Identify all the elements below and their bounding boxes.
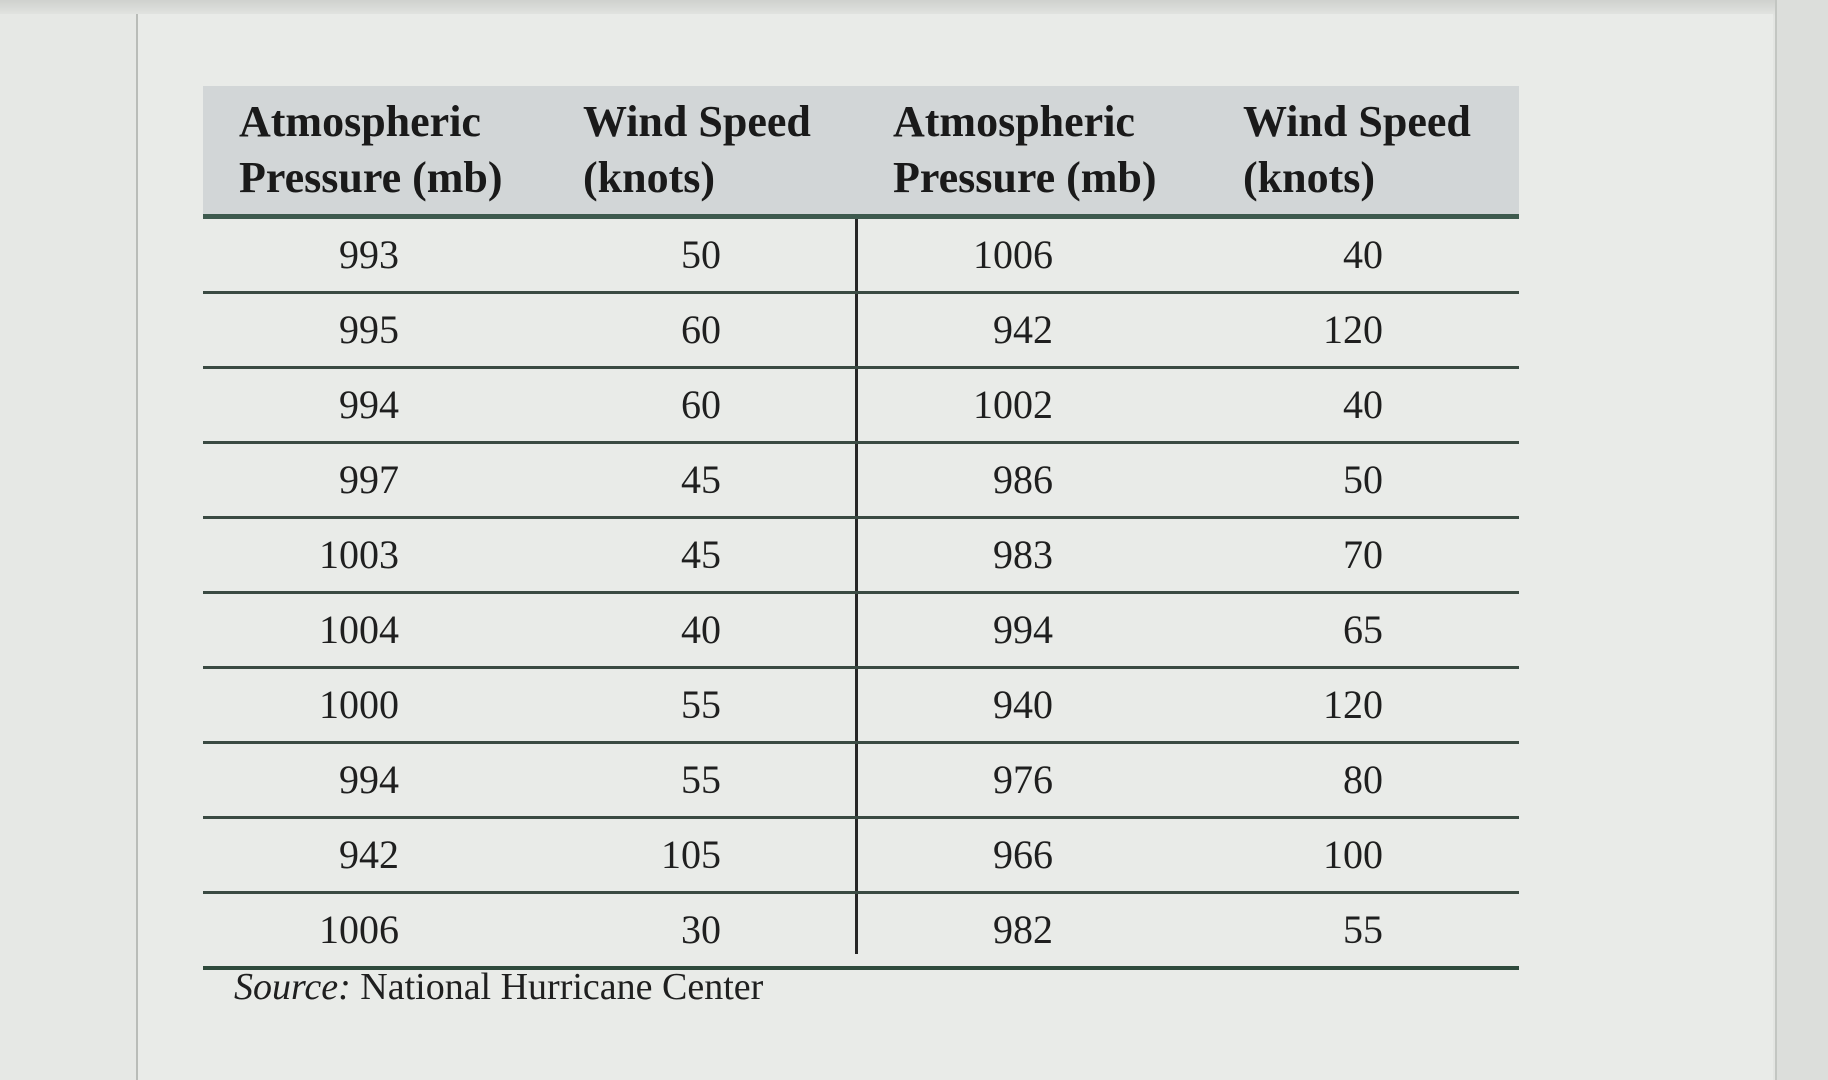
header-wind-speed-1: Wind Speed (knots) xyxy=(583,97,811,202)
pressure-cell: 1006 xyxy=(973,232,1053,277)
pressure-cell: 1000 xyxy=(319,682,399,727)
table-row xyxy=(203,444,1519,519)
wind-speed-cell: 70 xyxy=(1343,532,1383,577)
wind-speed-cell: 30 xyxy=(681,907,721,952)
pressure-cell: 994 xyxy=(339,757,399,802)
source-label: Source: xyxy=(234,966,351,1008)
pressure-cell: 983 xyxy=(993,532,1053,577)
pressure-cell: 995 xyxy=(339,307,399,352)
source-note xyxy=(234,965,763,1009)
pressure-cell: 993 xyxy=(339,232,399,277)
wind-speed-cell: 40 xyxy=(1343,382,1383,427)
table-row xyxy=(203,744,1519,819)
source-text: National Hurricane Center xyxy=(360,966,764,1008)
left-page-margin xyxy=(0,14,138,1080)
table-row xyxy=(203,819,1519,894)
wind-speed-cell: 45 xyxy=(681,532,721,577)
pressure-cell: 942 xyxy=(339,832,399,877)
table-row xyxy=(203,369,1519,444)
pressure-cell: 994 xyxy=(993,607,1053,652)
wind-speed-cell: 100 xyxy=(1323,832,1383,877)
header-pressure-2: Atmospheric Pressure (mb) xyxy=(893,97,1157,202)
wind-speed-cell: 50 xyxy=(681,232,721,277)
wind-speed-cell: 55 xyxy=(1343,907,1383,952)
wind-speed-cell: 55 xyxy=(681,682,721,727)
wind-speed-cell: 40 xyxy=(1343,232,1383,277)
wind-speed-cell: 40 xyxy=(681,607,721,652)
pressure-cell: 994 xyxy=(339,382,399,427)
table-header xyxy=(203,86,1519,219)
table-row xyxy=(203,219,1519,294)
pressure-cell: 940 xyxy=(993,682,1053,727)
header-wind-speed-2: Wind Speed (knots) xyxy=(1243,97,1471,202)
wind-speed-cell: 50 xyxy=(1343,457,1383,502)
table-row xyxy=(203,294,1519,369)
table-row xyxy=(203,519,1519,594)
header-pressure-1: Atmospheric Pressure (mb) xyxy=(239,97,503,202)
table-row xyxy=(203,594,1519,669)
pressure-cell: 1002 xyxy=(973,382,1053,427)
table-body xyxy=(203,219,1519,970)
pressure-cell: 942 xyxy=(993,307,1053,352)
table-row xyxy=(203,894,1519,970)
wind-speed-cell: 55 xyxy=(681,757,721,802)
wind-speed-cell: 45 xyxy=(681,457,721,502)
table-row xyxy=(203,669,1519,744)
wind-speed-cell: 120 xyxy=(1323,307,1383,352)
wind-speed-cell: 65 xyxy=(1343,607,1383,652)
wind-speed-cell: 60 xyxy=(681,307,721,352)
wind-speed-cell: 120 xyxy=(1323,682,1383,727)
pressure-cell: 976 xyxy=(993,757,1053,802)
pressure-cell: 966 xyxy=(993,832,1053,877)
pressure-cell: 1004 xyxy=(319,607,399,652)
pressure-cell: 997 xyxy=(339,457,399,502)
wind-speed-cell: 60 xyxy=(681,382,721,427)
pressure-wind-table xyxy=(203,86,1519,970)
wind-speed-cell: 80 xyxy=(1343,757,1383,802)
right-page-margin xyxy=(1775,0,1828,1080)
pressure-cell: 1006 xyxy=(319,907,399,952)
pressure-cell: 982 xyxy=(993,907,1053,952)
pressure-cell: 1003 xyxy=(319,532,399,577)
wind-speed-cell: 105 xyxy=(661,832,721,877)
pressure-cell: 986 xyxy=(993,457,1053,502)
